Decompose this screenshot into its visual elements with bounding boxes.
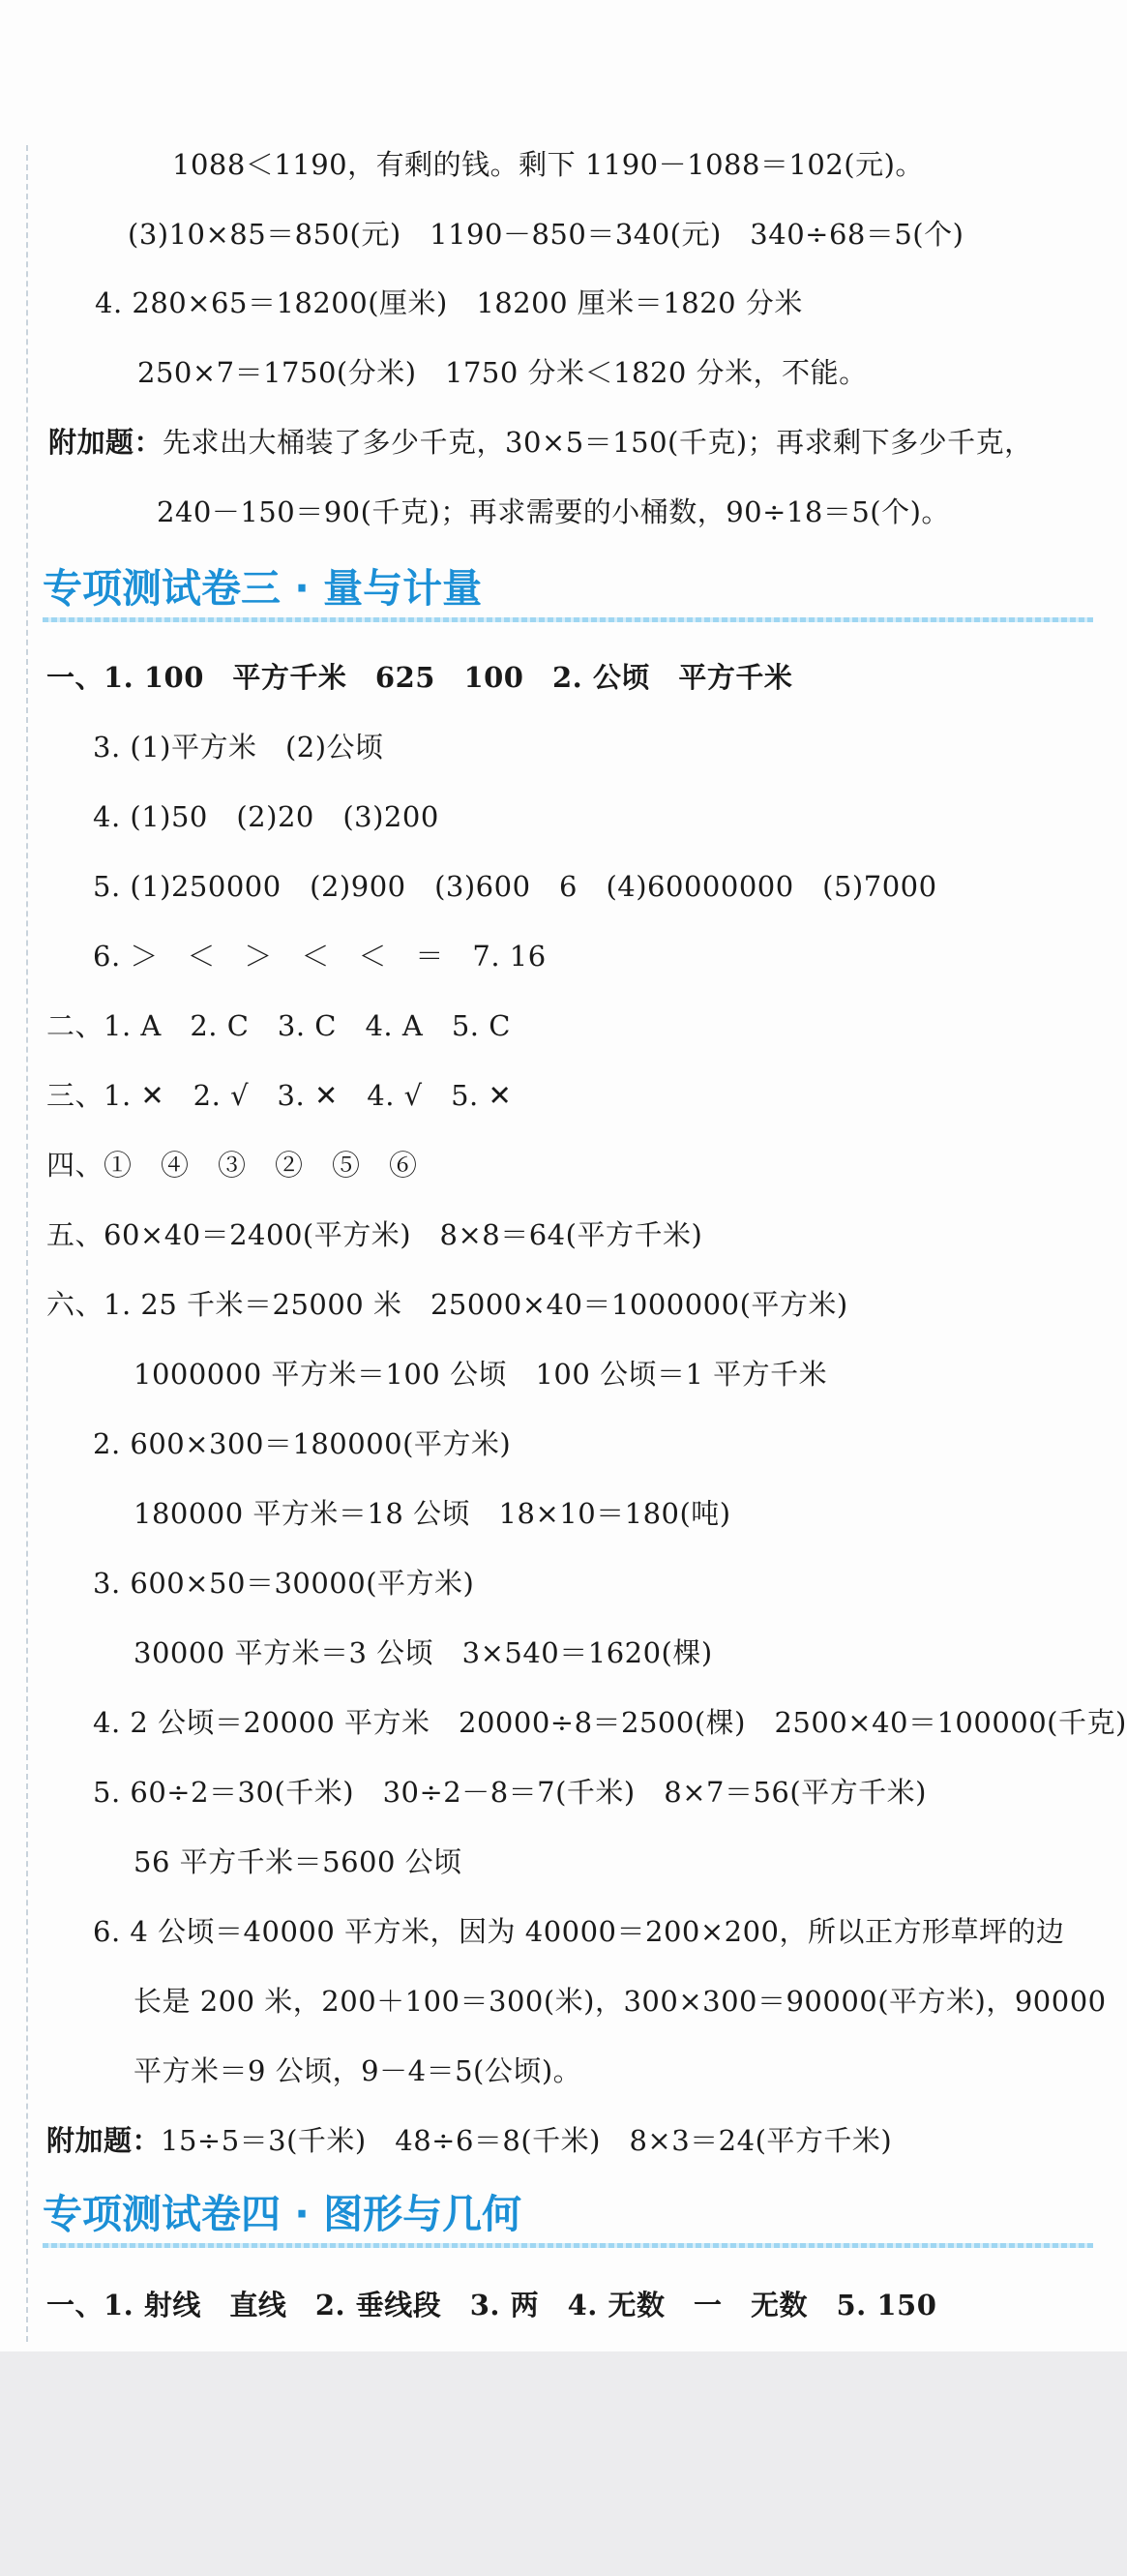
answer-line: 四、① ④ ③ ② ⑤ ⑥ (46, 1149, 418, 1182)
answer-line: 6. 4 公顷＝40000 平方米，因为 40000＝200×200，所以正方形草坪的边 (93, 1915, 1065, 1948)
answer-line: 1000000 平方米＝100 公顷 100 公顷＝1 平方千米 (133, 1358, 828, 1391)
answer-line: 5. 60÷2＝30(千米) 30÷2－8＝7(千米) 8×7＝56(平方千米) (93, 1776, 927, 1809)
heading-underline (43, 2243, 1093, 2248)
section-heading: 专项测试卷四 · 图形与几何 (43, 2191, 522, 2237)
answer-line: 180000 平方米＝18 公顷 18×10＝180(吨) (133, 1497, 731, 1530)
answer-line: 5. (1)250000 (2)900 (3)600 6 (4)60000000 (5)7000 (93, 870, 937, 903)
answer-line: 2. 600×300＝180000(平方米) (93, 1427, 512, 1460)
answer-line: 三、1. ✕ 2. √ 3. ✕ 4. √ 5. ✕ (46, 1079, 513, 1112)
answer-line: 3. (1)平方米 (2)公顷 (93, 731, 384, 764)
answer-line: 6. ＞ ＜ ＞ ＜ ＜ ＝ 7. 16 (93, 940, 547, 973)
answer-line: (3)10×85＝850(元) 1190－850＝340(元) 340÷68＝5(个) (128, 218, 964, 251)
answer-line: 4. 280×65＝18200(厘米) 18200 厘米＝1820 分米 (95, 286, 803, 319)
extra-question-text: 15÷5＝3(千米) 48÷6＝8(千米) 8×3＝24(平方千米) (161, 2124, 893, 2157)
section-heading: 专项测试卷三 · 量与计量 (43, 565, 483, 612)
binding-margin-line (26, 145, 28, 2342)
answer-line: 3. 600×50＝30000(平方米) (93, 1567, 475, 1600)
answer-line: 240－150＝90(千克)；再求需要的小桶数，90÷18＝5(个)。 (157, 495, 950, 528)
extra-question-line (46, 2121, 892, 2160)
extra-question-label: 附加题： (48, 426, 163, 459)
answer-line: 4. 2 公顷＝20000 平方米 20000÷8＝2500(棵) 2500×40＝100000(千克) (93, 1706, 1127, 1739)
answer-line: 一、1. 射线 直线 2. 垂线段 3. 两 4. 无数 一 无数 5. 150 (46, 2289, 937, 2321)
answer-line: 4. (1)50 (2)20 (3)200 (93, 800, 439, 833)
heading-underline (43, 617, 1093, 622)
extra-question-text: 先求出大桶装了多少千克，30×5＝150(千克)；再求剩下多少千克， (163, 426, 1033, 459)
answer-line: 五、60×40＝2400(平方米) 8×8＝64(平方千米) (46, 1218, 703, 1251)
answer-line: 一、1. 100 平方千米 625 100 2. 公顷 平方千米 (46, 661, 793, 694)
answer-line: 1088＜1190，有剩的钱。剩下 1190－1088＝102(元)。 (172, 148, 924, 181)
answer-line: 二、1. A 2. C 3. C 4. A 5. C (46, 1009, 511, 1042)
answer-line: 六、1. 25 千米＝25000 米 25000×40＝1000000(平方米) (46, 1288, 848, 1321)
answer-line: 平方米＝9 公顷，9－4＝5(公顷)。 (133, 2054, 582, 2087)
answer-line: 250×7＝1750(分米) 1750 分米＜1820 分米，不能。 (137, 356, 868, 389)
page-bottom-margin (0, 2351, 1127, 2576)
answer-line: 30000 平方米＝3 公顷 3×540＝1620(棵) (133, 1636, 713, 1669)
answer-line: 56 平方千米＝5600 公顷 (133, 1845, 462, 1878)
extra-question-label: 附加题： (46, 2124, 162, 2157)
answer-line: 长是 200 米，200＋100＝300(米)，300×300＝90000(平方米)，90000 (133, 1985, 1107, 2018)
extra-question-line (48, 423, 1033, 462)
